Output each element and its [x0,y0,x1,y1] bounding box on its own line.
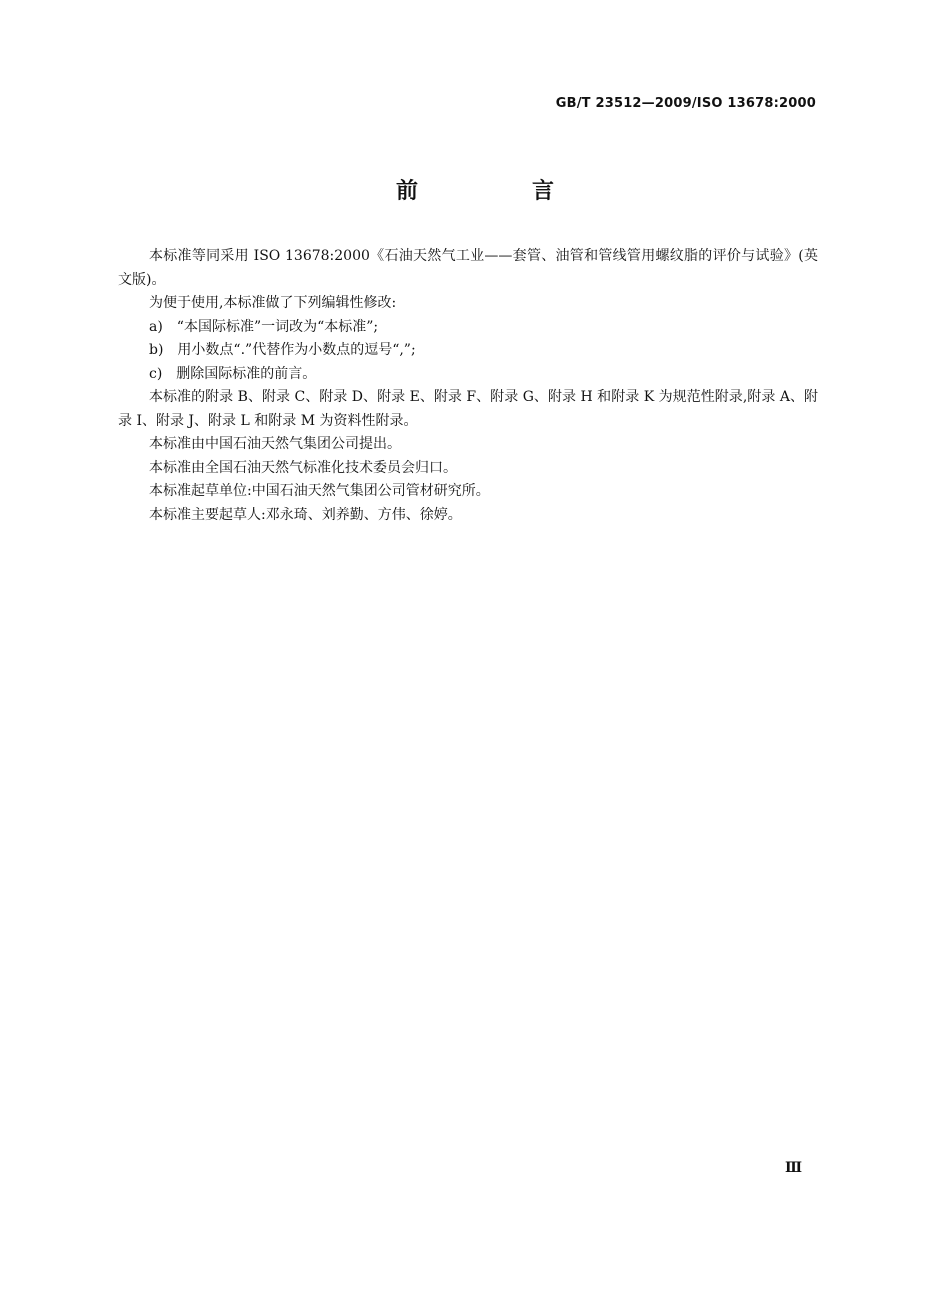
page-title: 前 言 [395,179,600,204]
paragraph-committee: 本标准由全国石油天然气标准化技术委员会归口。 [149,459,457,476]
paragraph-proposer: 本标准由中国石油天然气集团公司提出。 [149,436,401,452]
standard-code: GB/T 23512—2009/ISO 13678:2000 [555,96,816,111]
paragraph-adoption: 本标准等同采用 ISO 13678:2000《石油天然气工业——套管、油管和管线管用螺纹脂的评价与试验》(英文版)。 [118,248,818,288]
list-item-b: b) 用小数点“.”代替作为小数点的逗号“,”; [149,342,416,358]
paragraph-annexes: 本标准的附录 B、附录 C、附录 D、附录 E、附录 F、附录 G、附录 H 和附录 K 为规范性附录,附录 A、附录 I、附录 J、附录 L 和附录 M 为资料性附录。 [118,389,818,429]
list-item-a: a) “本国际标准”一词改为“本标准”; [149,318,379,335]
foreword-body [118,245,818,527]
list-item-c: c) 删除国际标准的前言。 [149,365,317,382]
paragraph-drafters: 本标准主要起草人:邓永琦、刘养勤、方伟、徐婷。 [149,506,462,523]
paragraph-drafting-unit: 本标准起草单位:中国石油天然气集团公司管材研究所。 [149,483,490,499]
paragraph-edits-intro: 为便于使用,本标准做了下列编辑性修改: [149,295,397,311]
page-number: Ⅲ [784,1160,802,1176]
